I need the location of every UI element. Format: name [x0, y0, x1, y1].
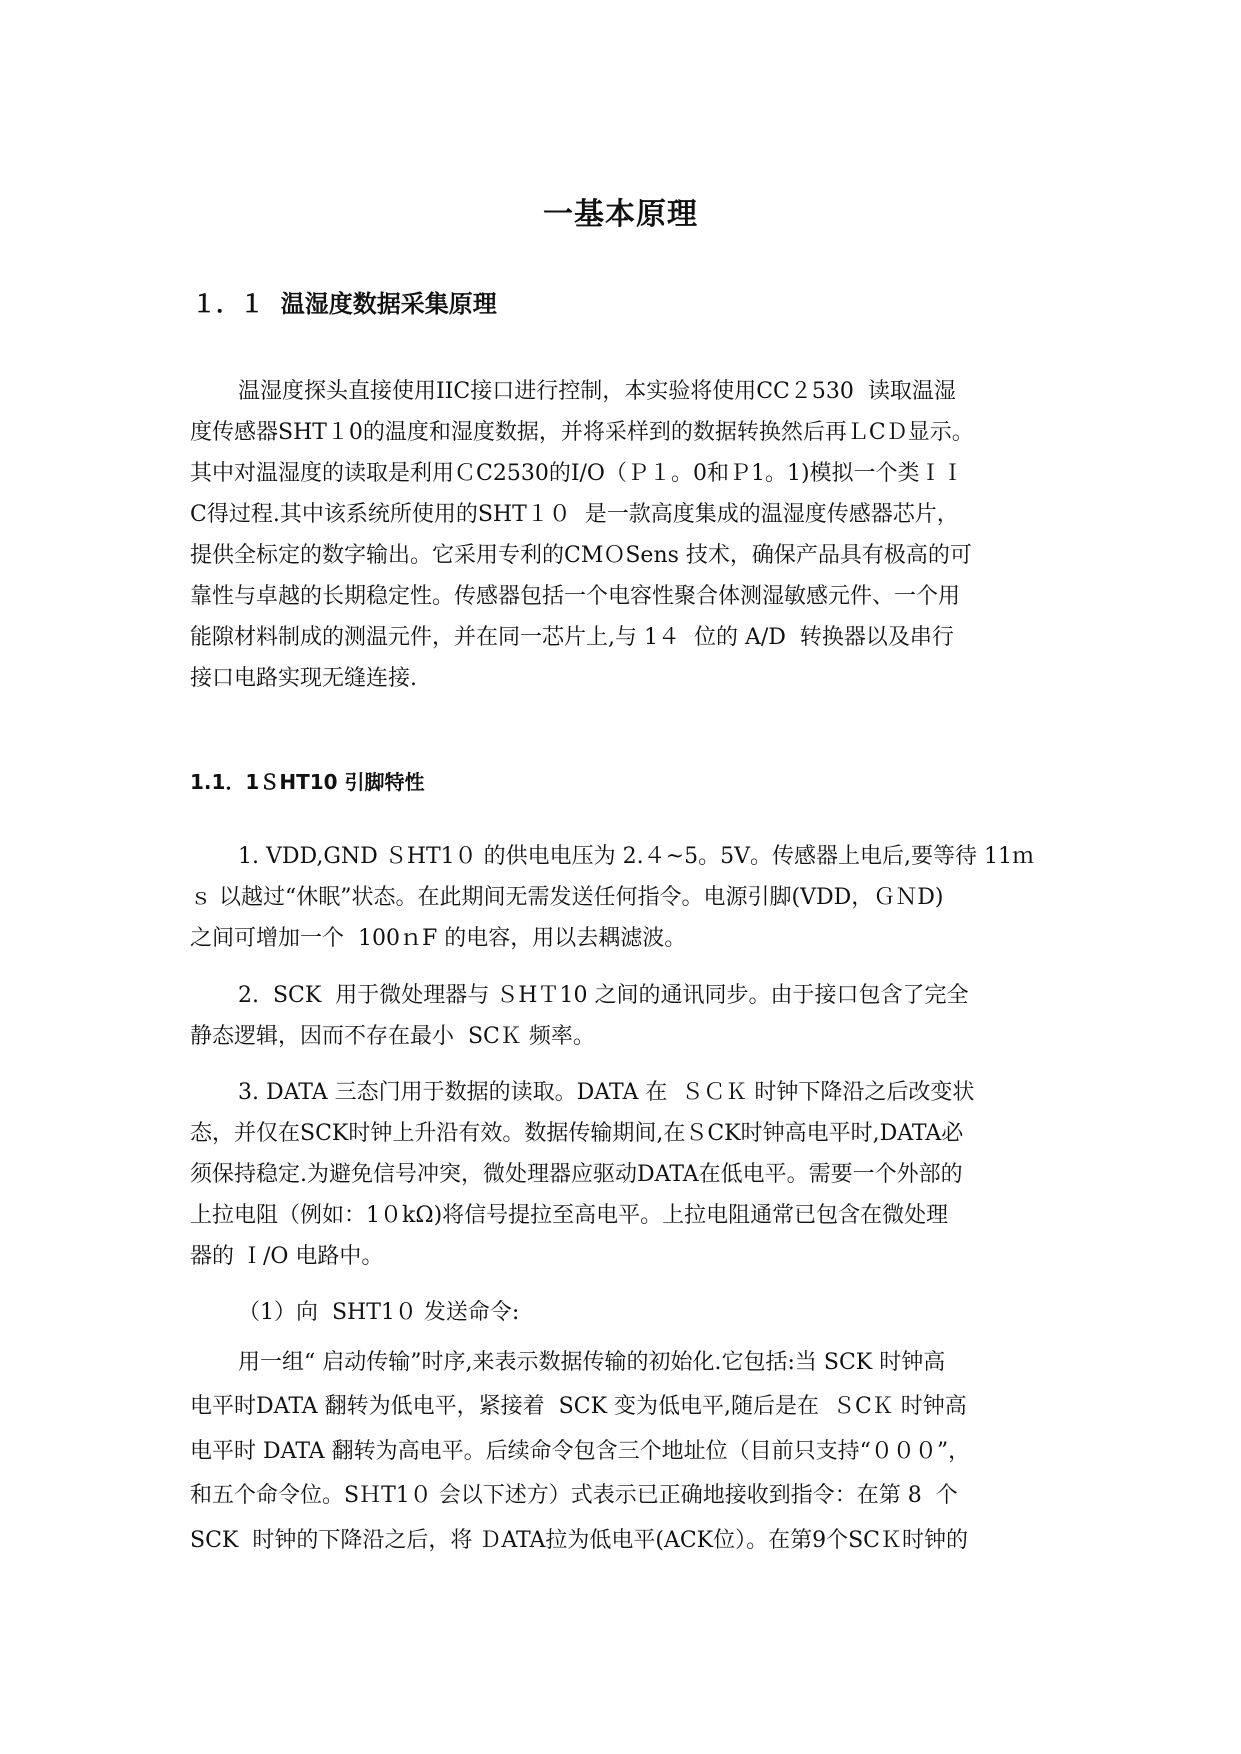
paragraph-line: 上拉电阻（例如：1０kΩ)将信号提拉至高电平。上拉电阻通常已包含在微处理 — [190, 1203, 949, 1228]
paragraph-line: 须保持稳定.为避免信号冲突，微处理器应驱动DATA在低电平。需要一个外部的 — [190, 1162, 963, 1187]
paragraph-line: 之间可增加一个 100ｎF 的电容，用以去耦滤波。 — [190, 926, 687, 951]
paragraph-line: SCK 时钟的下降沿之后，将 ＤATA拉为低电平(ACK位）。在第9个SCＫ时钟的 — [190, 1528, 969, 1553]
paragraph-line: 2. SCK 用于微处理器与 ＳHＴ10 之间的通讯同步。由于接口包含了完全 — [238, 983, 969, 1008]
paragraph-line: 静态逻辑，因而不存在最小 SCＫ 频率。 — [190, 1024, 595, 1049]
paragraph-line: 态，并仅在SCK时钟上升沿有效。数据传输期间,在ＳCK时钟高电平时,DATA必 — [190, 1121, 964, 1146]
paragraph-line: 温湿度探头直接使用IIC接口进行控制，本实验将使用CC２530 读取温湿 — [238, 379, 956, 404]
paragraph-line: 电平时DATA 翻转为低电平，紧接着 SCK 变为低电平,随后是在 ＳCＫ 时钟高 — [190, 1394, 967, 1419]
paragraph-line: 1. VDD,GND ＳHT1０ 的供电电压为 2.４~5。5V。传感器上电后,要等待 11ｍ — [238, 844, 1034, 869]
section-heading-1-1-1: 1.1．1ＳHT10 引脚特性 — [190, 770, 425, 794]
paragraph-line: ｓ 以越过“休眠”状态。在此期间无需发送任何指令。电源引脚(VDD，ＧＮD) — [190, 885, 944, 910]
paragraph-line: 和五个命令位。SＨT1０ 会以下述方）式表示已正确地接收到指令：在第 8 个 — [190, 1483, 958, 1508]
paragraph-line: 能隙材料制成的测温元件，并在同一芯片上,与 1４ 位的 A/D 转换器以及串行 — [190, 625, 954, 650]
paragraph-line: 其中对温湿度的读取是利用ＣC2530的I/O（Ｐ１。0和Ｐ1。1)模拟一个类ＩＩ — [190, 461, 964, 486]
paragraph-line: 提供全标定的数字输出。它采用专利的CMＯSens 技术，确保产品具有极高的可 — [190, 543, 972, 568]
paragraph-line: 度传感器SHT１0的温度和湿度数据，并将采样到的数据转换然后再ＬCＤ显示。 — [190, 420, 974, 445]
paragraph-line: 用一组“ 启动传输”时序,来表示数据传输的初始化.它包括:当 SCK 时钟高 — [238, 1350, 946, 1375]
paragraph-line: 接口电路实现无缝连接. — [190, 666, 417, 691]
paragraph-line: 3. DATA 三态门用于数据的读取。DATA 在 ＳＣＫ 时钟下降沿之后改变状 — [238, 1080, 975, 1105]
paragraph-line: 器的 Ｉ/O 电路中。 — [190, 1244, 384, 1269]
paragraph-line: 靠性与卓越的长期稳定性。传感器包括一个电容性聚合体测湿敏感元件、一个用 — [190, 584, 961, 609]
paragraph-line: C得过程.其中该系统所使用的SHT１０ 是一款高度集成的温湿度传感器芯片， — [190, 502, 959, 527]
paragraph-line: （1）向 SHT1０ 发送命令: — [238, 1300, 520, 1325]
paragraph-line: 电平时 DATA 翻转为高电平。后续命令包含三个地址位（目前只支持“０００”， — [190, 1439, 971, 1464]
page-title: 一基本原理 — [543, 197, 698, 232]
section-heading-1-1: １．１ 温湿度数据采集原理 — [192, 290, 497, 318]
